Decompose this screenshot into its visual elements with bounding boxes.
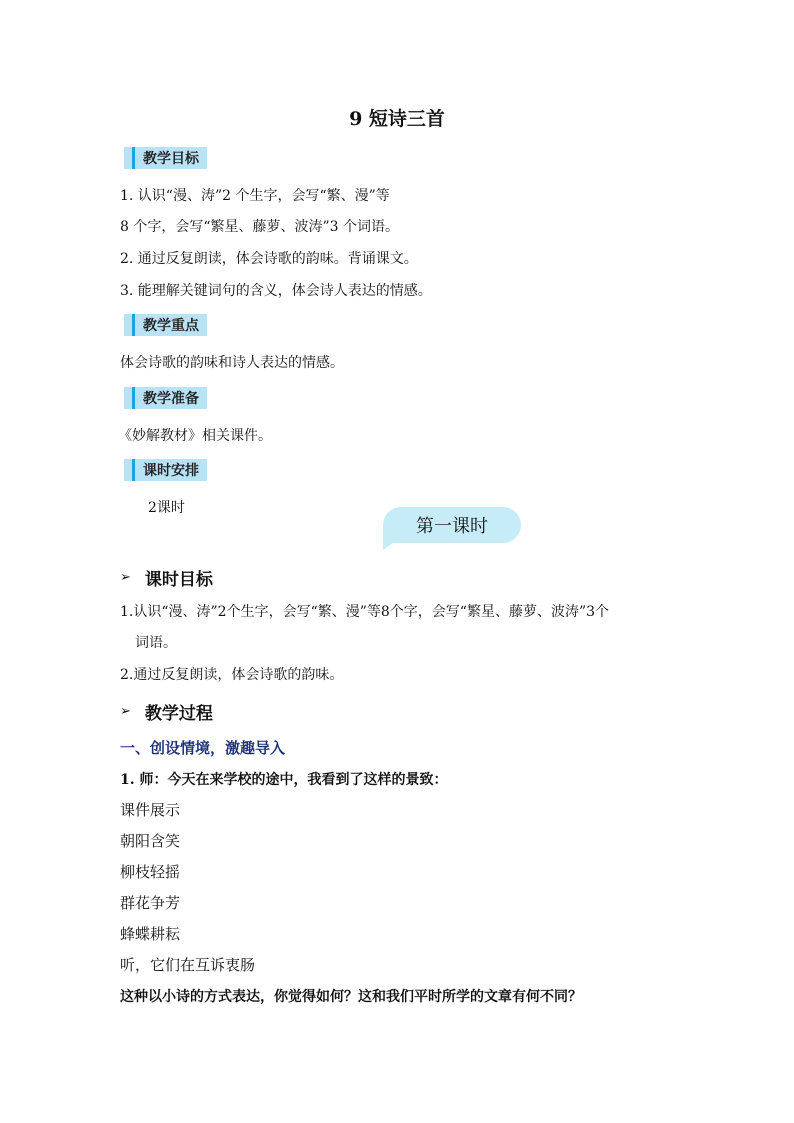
section-tag-label: 教学目标 xyxy=(143,151,199,167)
objective-line: 1. 认识“漫、涛”2 个生字，会写“繁、漫”等 xyxy=(120,188,390,204)
objective-line: 3. 能理解关键词句的含义，体会诗人表达的情感。 xyxy=(120,283,432,299)
process-line: 群花争芳 xyxy=(120,894,181,912)
objective-line: 8 个字，会写“繁星、藤萝、波涛”3 个词语。 xyxy=(120,219,400,235)
chevron-right-icon: ➢ xyxy=(120,704,131,719)
section-tag-label: 教学重点 xyxy=(143,318,199,334)
lesson-bubble xyxy=(383,507,521,543)
process-line: 蜂蝶耕耘 xyxy=(120,925,181,943)
process-heading xyxy=(120,699,213,724)
process-line: 朝阳含笑 xyxy=(120,832,181,850)
process-heading-label: 教学过程 xyxy=(144,704,213,724)
lesson-goals-heading-label: 课时目标 xyxy=(144,570,213,590)
lesson-bubble-label: 第一课时 xyxy=(416,516,488,537)
step-title: 一、创设情境，激趣导入 xyxy=(120,739,286,757)
process-line: 这种以小诗的方式表达，你觉得如何？这和我们平时所学的文章有何不同？ xyxy=(120,989,582,1005)
page-title: 9 短诗三首 xyxy=(349,108,445,130)
chevron-right-icon: ➢ xyxy=(120,570,131,585)
goal-line: 词语。 xyxy=(135,635,177,651)
goal-line: 1.认识“漫、涛”2个生字，会写“繁、漫”等8个字，会写“繁星、藤萝、波涛”3个 xyxy=(120,604,610,620)
process-line: 柳枝轻摇 xyxy=(120,863,181,881)
section-tag-label: 课时安排 xyxy=(143,463,199,479)
process-line: 听，它们在互诉衷肠 xyxy=(120,956,256,974)
focus-text: 体会诗歌的韵味和诗人表达的情感。 xyxy=(120,355,344,371)
process-line: 课件展示 xyxy=(120,801,181,819)
section-tag-objectives xyxy=(124,147,207,169)
prep-text: 《妙解教材》相关课件。 xyxy=(118,428,272,444)
objective-line: 2. 通过反复朗读，体会诗歌的韵味。背诵课文。 xyxy=(120,251,418,267)
section-tag-label: 教学准备 xyxy=(143,391,199,407)
schedule-text: 2课时 xyxy=(148,500,185,516)
bubble-tail xyxy=(383,540,397,550)
goal-line: 2.通过反复朗读，体会诗歌的韵味。 xyxy=(120,667,344,683)
section-tag-schedule xyxy=(124,459,207,481)
section-tag-prep xyxy=(124,387,207,409)
lesson-goals-heading xyxy=(120,565,213,590)
section-tag-focus xyxy=(124,314,207,336)
process-line: 1. 师：今天在来学校的途中，我看到了这样的景致： xyxy=(120,772,448,788)
